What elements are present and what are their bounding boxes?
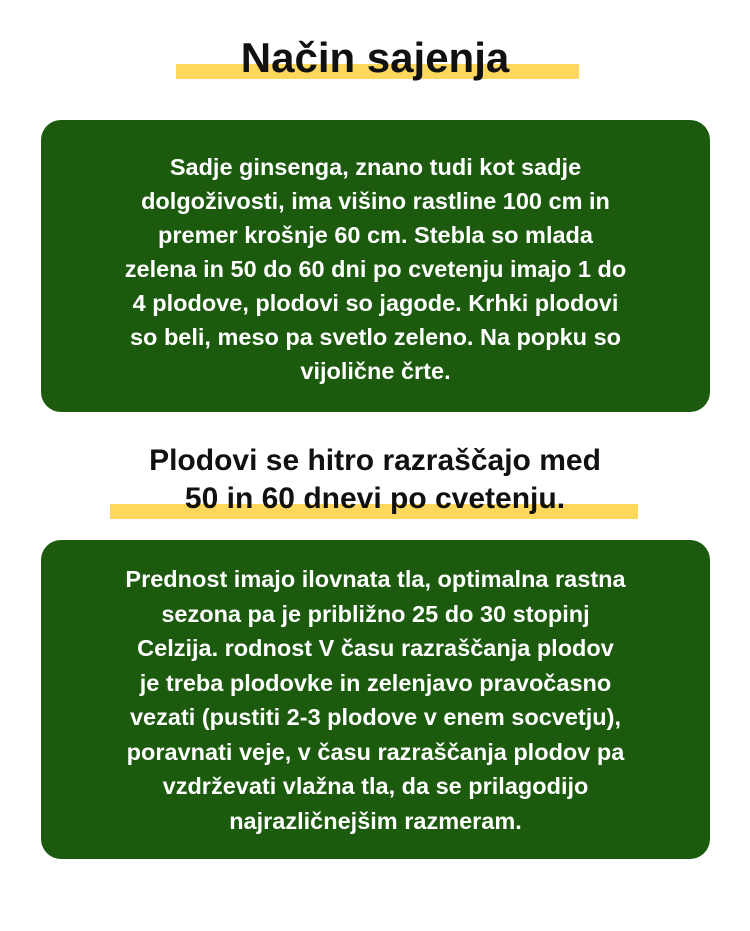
- card-1-line: Sadje ginsenga, znano tudi kot sadje: [169, 154, 582, 180]
- subtitle-heading: [0, 442, 750, 518]
- description-card: [41, 120, 710, 412]
- card-2-line: vezati (pustiti 2-3 plodove v enem socvetju),: [129, 704, 621, 730]
- subtitle-line: Plodovi se hitro razraščajo med: [149, 444, 601, 477]
- card-2-line: najrazličnejšim razmeram.: [229, 807, 522, 834]
- title-heading: [0, 30, 750, 86]
- card-1-line: so beli, meso pa svetlo zeleno. Na popku so: [129, 324, 621, 350]
- page-title: Način sajenja: [240, 34, 510, 81]
- card-2-line: je treba plodovke in zelenjavo pravočasno: [139, 669, 612, 696]
- card-1-line: 4 plodove, plodovi so jagode. Krhki plodovi: [132, 290, 619, 316]
- card-1-line: vijolične črte.: [300, 358, 451, 384]
- subtitle-line: 50 in 60 dnevi po cvetenju.: [184, 482, 566, 515]
- subtitle-text: [0, 442, 750, 518]
- card-2-line: Prednost imajo ilovnata tla, optimalna rastna: [125, 566, 626, 592]
- card-1-line: dolgoživosti, ima višino rastline 100 cm in: [141, 188, 610, 214]
- card-2-line: sezona pa je približno 25 do 30 stopinj: [161, 600, 590, 627]
- card-2-line: vzdrževati vlažna tla, da se prilagodijo: [162, 773, 589, 799]
- care-instructions-card: [41, 540, 710, 859]
- card-1-line: premer krošnje 60 cm. Stebla so mlada: [158, 222, 593, 248]
- card-2-line: Celzija. rodnost V času razraščanja plodov: [137, 635, 614, 661]
- card-1-line: zelena in 50 do 60 dni po cvetenju imajo 1 do: [124, 256, 627, 282]
- card-2-line: poravnati veje, v času razraščanja plodov pa: [126, 738, 625, 765]
